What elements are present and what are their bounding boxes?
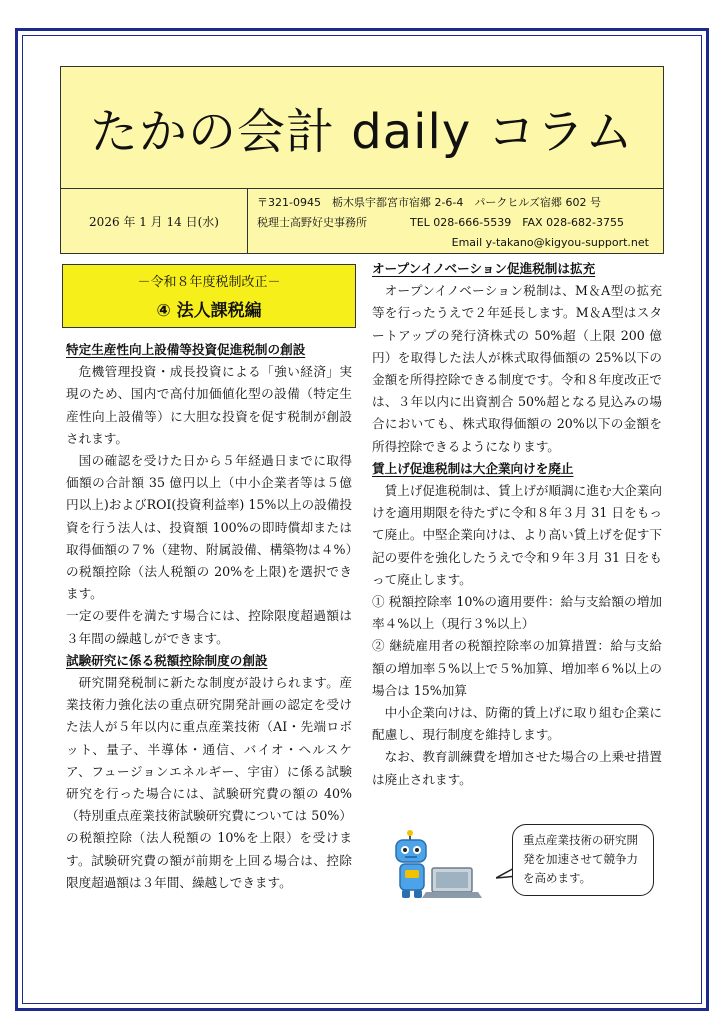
section-heading: 特定生産性向上設備等投資促進税制の創設: [66, 342, 306, 357]
paragraph: 中小企業向けは、防衛的賃上げに取り組む企業に配慮し、現行制度を維持します。: [372, 705, 662, 743]
topic-subtitle: －令和８年度税制改正－: [137, 275, 281, 290]
section-heading: 賃上げ促進税制は大企業向けを廃止: [372, 460, 574, 476]
list-item: ② 継続雇用者の税額控除率の加算措置：給与支給額の増加率５%以上で５%加算、増加率６%以上の場合は 15%加算: [372, 638, 662, 698]
paragraph: 研究開発税制に新たな制度が設けられます。産業技術力強化法の重点研究開発計画の認定を受けた法人が５年以内に重点産業技術（AI・先端ロボット、量子、半導体・通信、バイオ・ヘルスケア、フュージョンエネルギー、宇宙）に係る試験研究を行った場合には、試験研究費の額の 40%（特別重点産業技術試験研究費については 50%）の税額控除（法人税額の 10%を上限）を受けます。試験研究費の額が前期を上回る場合は、控除限度超過額は３年間、繰越しできます。: [66, 675, 352, 890]
paragraph: 一定の要件を満たす場合には、控除限度超過額は３年間の繰越しができます。: [66, 608, 352, 646]
speech-bubble: 重点産業技術の研究開発を加速させて競争力を高めます。: [512, 824, 654, 896]
office-email[interactable]: Email y-takano@kigyou-support.net: [451, 236, 649, 249]
newsletter-title: たかの会計 daily コラム: [90, 104, 634, 160]
section-heading: 試験研究に係る税額控除制度の創設: [66, 652, 268, 668]
paragraph: 国の確認を受けた日から５年経過日までに取得価額の合計額 35 億円以上（中小企業者等は５億円以上)およびROI(投資利益率) 15%以上の設備投資を行う法人は、投資額 100%の即時償却または取得価額の７%（建物、附属設備、構築物は４%）の税額控除（法人税額の 20%を上限)を選択できます。: [66, 453, 352, 602]
paragraph: 危機管理投資・成長投資による「強い経済」実現のため、国内で高付加価値化型の設備（特定生産性向上設備等）に大胆な投資を促す税制が創設されます。: [66, 364, 352, 446]
list-item: ① 税額控除率 10%の適用要件：給与支給額の増加率４%以上（現行３%以上）: [372, 594, 662, 632]
header-divider-vertical: [247, 188, 248, 254]
office-info: [257, 193, 657, 253]
right-column: [372, 258, 662, 791]
office-name: 税理士高野好史事務所: [257, 216, 367, 229]
office-address: 〒321-0945 栃木県宇都宮市宿郷 2-6-4 パークヒルズ宿郷 602 号: [257, 196, 602, 209]
office-phone-fax: TEL 028-666-5539 FAX 028-682-3755: [410, 216, 625, 229]
paragraph: 賃上げ促進税制は、賃上げが順調に進む大企業向けを適用期限を待たずに令和８年３月 31 日をもって廃止。中堅企業向けは、より高い賃上げを促す下記の要件を強化したうえで令和９年３月 31 日をもって廃止します。: [372, 483, 662, 587]
left-column: [66, 339, 352, 894]
paragraph: オープンイノベーション税制は、M＆A型の拡充等を行ったうえで２年延長します。M＆A型はスタートアップの発行済株式の 50%超（上限 200 億円）を取得した法人が株式取得価額の 25%以下の金額を所得控除できる制度です。令和８年度改正では、３年以内に出資割合 50%超となる見込みの場合においても、株式取得価額の 20%以下の金額を所得控除できるようになります。: [372, 283, 662, 454]
robot-laptop-icon: [392, 830, 492, 900]
paragraph: なお、教育訓練費を増加させた場合の上乗せ措置は廃止されます。: [372, 749, 662, 787]
topic-box: [62, 264, 356, 328]
header-box: [60, 66, 664, 254]
topic-title: ④ 法人課税編: [156, 301, 262, 321]
issue-date: 2026 年 1 月 14 日(水): [89, 214, 219, 229]
office-contact-row: [257, 213, 657, 233]
section-heading: オープンイノベーション促進税制は拡充: [372, 261, 596, 276]
